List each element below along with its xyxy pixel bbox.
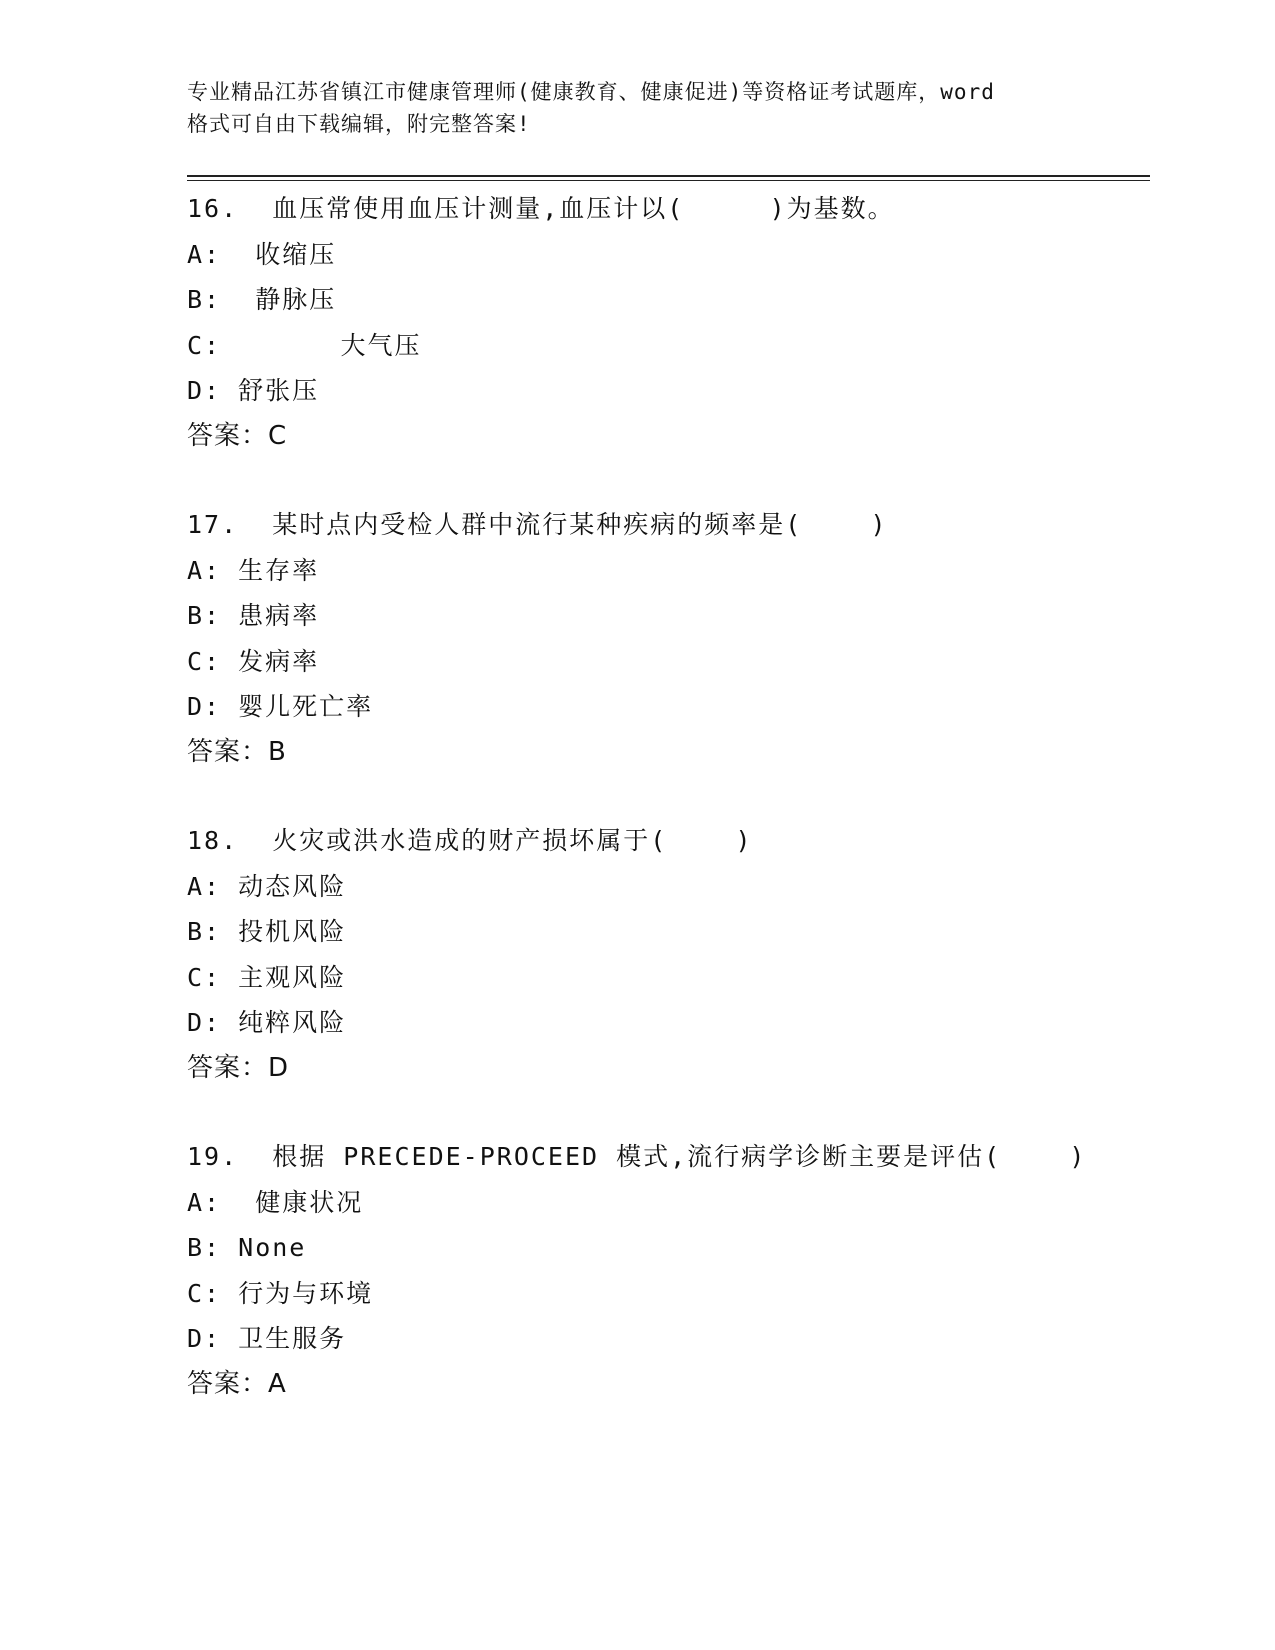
option-a: A: 动态风险 [187,871,347,901]
header-line-2: 格式可自由下载编辑，附完整答案! [187,112,531,136]
option-b: B: 投机风险 [187,917,347,946]
question-stem: 18. 火灾或洪水造成的财产损坏属于( ) [187,826,753,855]
question-stem: 17. 某时点内受检人群中流行某种疾病的频率是( ) [187,510,888,539]
document-header [187,76,1087,140]
option-b: B: None [187,1233,307,1262]
option-d: D: 卫生服务 [187,1324,347,1353]
answer: 答案：B [187,736,287,767]
question-17 [187,502,1147,775]
option-c: C: 行为与环境 [187,1278,374,1308]
option-c: C: 大气压 [187,330,422,360]
answer: 答案：D [187,1052,290,1083]
answer: 答案：A [187,1368,287,1399]
question-19 [187,1134,1147,1407]
option-c: C: 发病率 [187,646,320,676]
option-b: B: 患病率 [187,601,320,630]
question-16 [187,186,1147,459]
question-18 [187,818,1147,1091]
option-b: B: 静脉压 [187,285,337,314]
header-divider-top [187,175,1150,177]
option-d: D: 舒张压 [187,376,320,405]
header-divider-bottom [187,180,1150,181]
option-d: D: 纯粹风险 [187,1008,347,1037]
option-a: A: 收缩压 [187,239,337,269]
option-a: A: 健康状况 [187,1187,364,1217]
option-d: D: 婴儿死亡率 [187,692,374,721]
answer: 答案：C [187,420,288,451]
option-c: C: 主观风险 [187,962,347,992]
question-stem: 19. 根据 PRECEDE-PROCEED 模式,流行病学诊断主要是评估( ) [187,1142,1087,1171]
option-a: A: 生存率 [187,555,320,585]
header-line-1: 专业精品江苏省镇江市健康管理师(健康教育、健康促进)等资格证考试题库，word [187,80,995,104]
question-stem: 16. 血压常使用血压计测量,血压计以( )为基数。 [187,194,895,223]
